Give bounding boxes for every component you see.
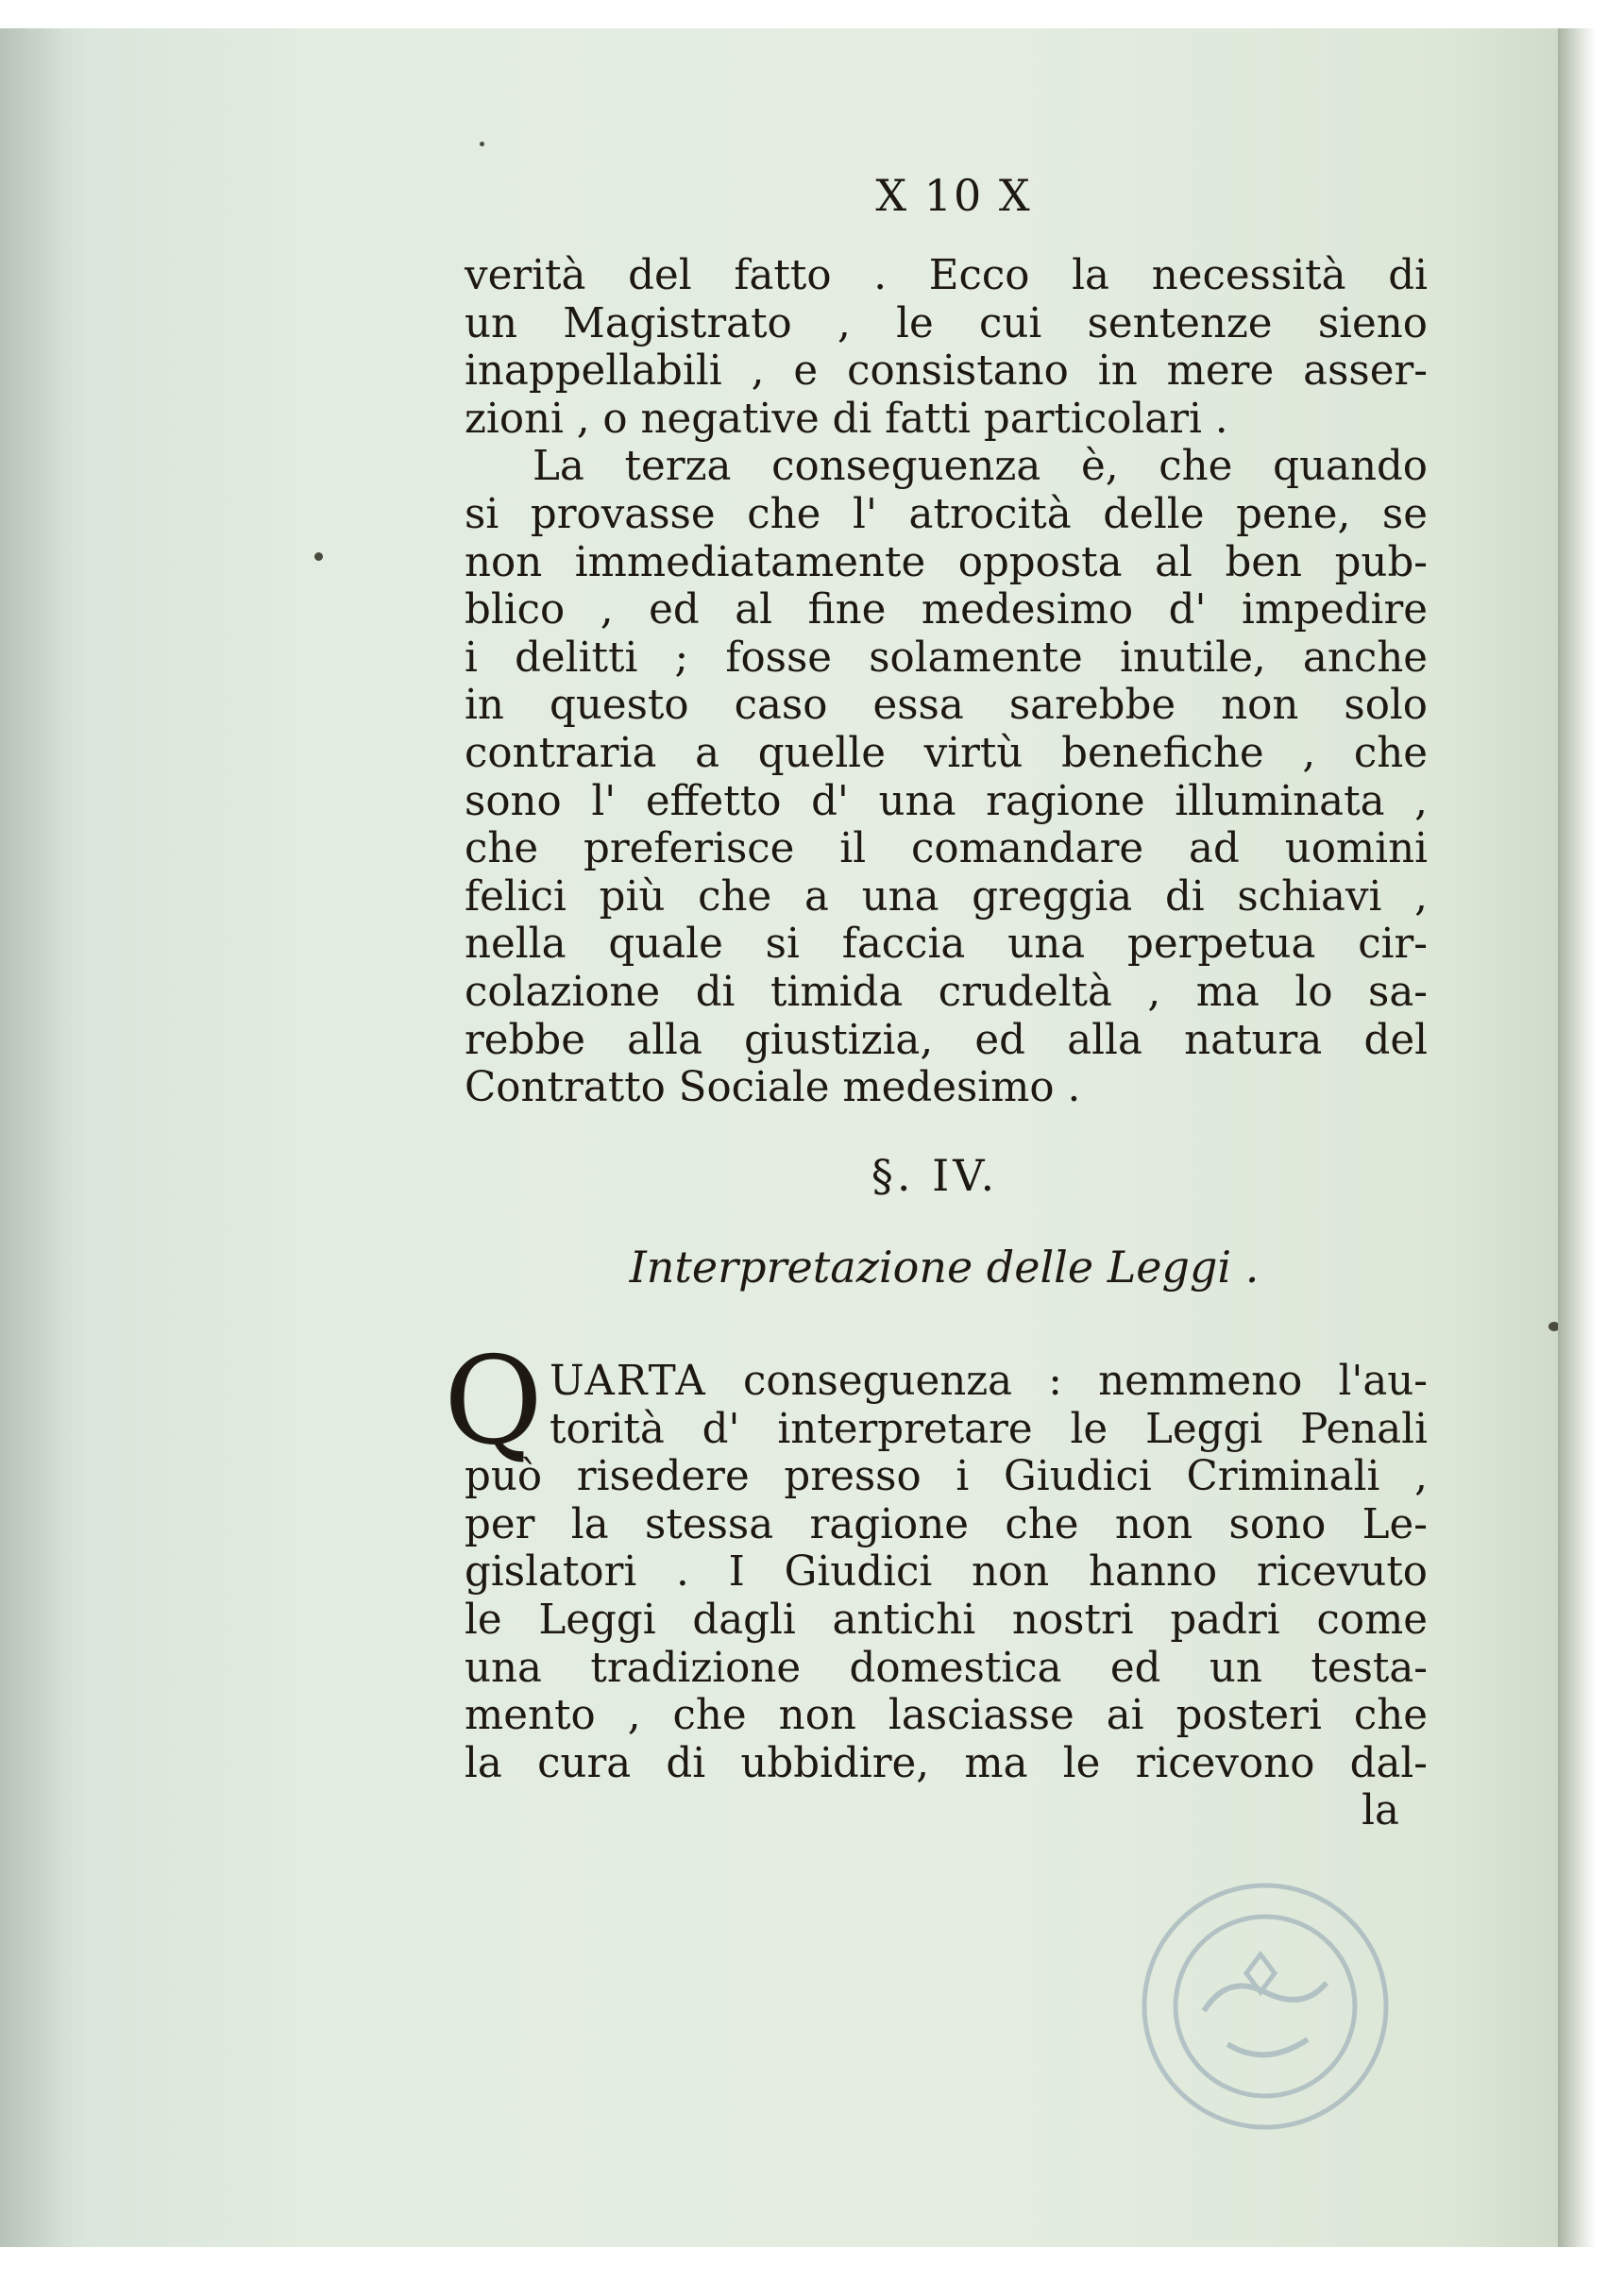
- text-line: Contratto Sociale medesimo .: [465, 1064, 1081, 1112]
- text-line: può risedere presso i Giudici Criminali ,: [465, 1453, 1428, 1501]
- text-line: rebbe alla giustizia, ed alla natura del: [465, 1016, 1428, 1064]
- section-number: §. IV.: [871, 1150, 999, 1201]
- text-line: un Magistrato , le cui sentenze sieno: [465, 299, 1428, 347]
- catchword: la: [1362, 1787, 1399, 1835]
- text-line: blico , ed al fine medesimo d' impedire: [465, 586, 1428, 634]
- library-stamp: [1114, 1869, 1416, 2143]
- text-line: mento , che non lasciasse ai posteri che: [465, 1692, 1428, 1740]
- text-line: gislatori . I Giudici non hanno ricevuto: [465, 1548, 1428, 1597]
- page-left-edge-shadow: [0, 28, 66, 2247]
- text-line: sono l' effetto d' una ragione illuminata ,: [465, 777, 1428, 825]
- text-line: La terza conseguenza è, che quando: [533, 443, 1428, 491]
- first-word-caps: UARTA: [550, 1358, 707, 1405]
- text-line: i delitti ; fosse solamente inutile, anche: [465, 634, 1428, 682]
- text-line: [465, 1358, 1428, 1406]
- text-block-2: [465, 1358, 1428, 1835]
- text-line: contraria a quelle virtù benefiche , che: [465, 729, 1428, 777]
- text-line-rest: conseguenza : nemmeno l'au-: [706, 1358, 1428, 1405]
- text-line: felici più che a una greggia di schiavi ,: [465, 872, 1428, 921]
- text-line: si provasse che l' atrocità delle pene, se: [465, 490, 1428, 538]
- text-line: colazione di timida crudeltà , ma lo sa-: [465, 968, 1428, 1016]
- text-line: la cura di ubbidire, ma le ricevono dal-: [465, 1739, 1428, 1787]
- text-line: nella quale si faccia una perpetua cir-: [465, 921, 1428, 969]
- text-block-1: [465, 252, 1428, 1112]
- text-line: non immediatamente opposta al ben pub-: [465, 538, 1428, 586]
- text-line: verità del fatto . Ecco la necessità di: [465, 252, 1428, 299]
- text-line: torità d' interpretare le Leggi Penali: [550, 1405, 1428, 1453]
- text-line: le Leggi dagli antichi nostri padri come: [465, 1596, 1428, 1644]
- drop-cap: Q: [444, 1331, 543, 1472]
- ink-speck: [314, 552, 323, 561]
- text-line: una tradizione domestica ed un testa-: [465, 1644, 1428, 1692]
- page-header: X 10 X: [875, 170, 1032, 221]
- book-page: [0, 28, 1575, 2247]
- ink-speck: [480, 142, 484, 146]
- text-line: zioni , o negative di fatti particolari .: [465, 395, 1228, 443]
- text-line: in questo caso essa sarebbe non solo: [465, 682, 1428, 730]
- text-line: che preferisce il comandare ad uomini: [465, 825, 1428, 873]
- binding-gutter: [1558, 28, 1596, 2247]
- section-title: Interpretazione delle Leggi .: [629, 1242, 1260, 1293]
- text-line: inappellabili , e consistano in mere asser-: [465, 347, 1428, 396]
- text-line: per la stessa ragione che non sono Le-: [465, 1500, 1428, 1548]
